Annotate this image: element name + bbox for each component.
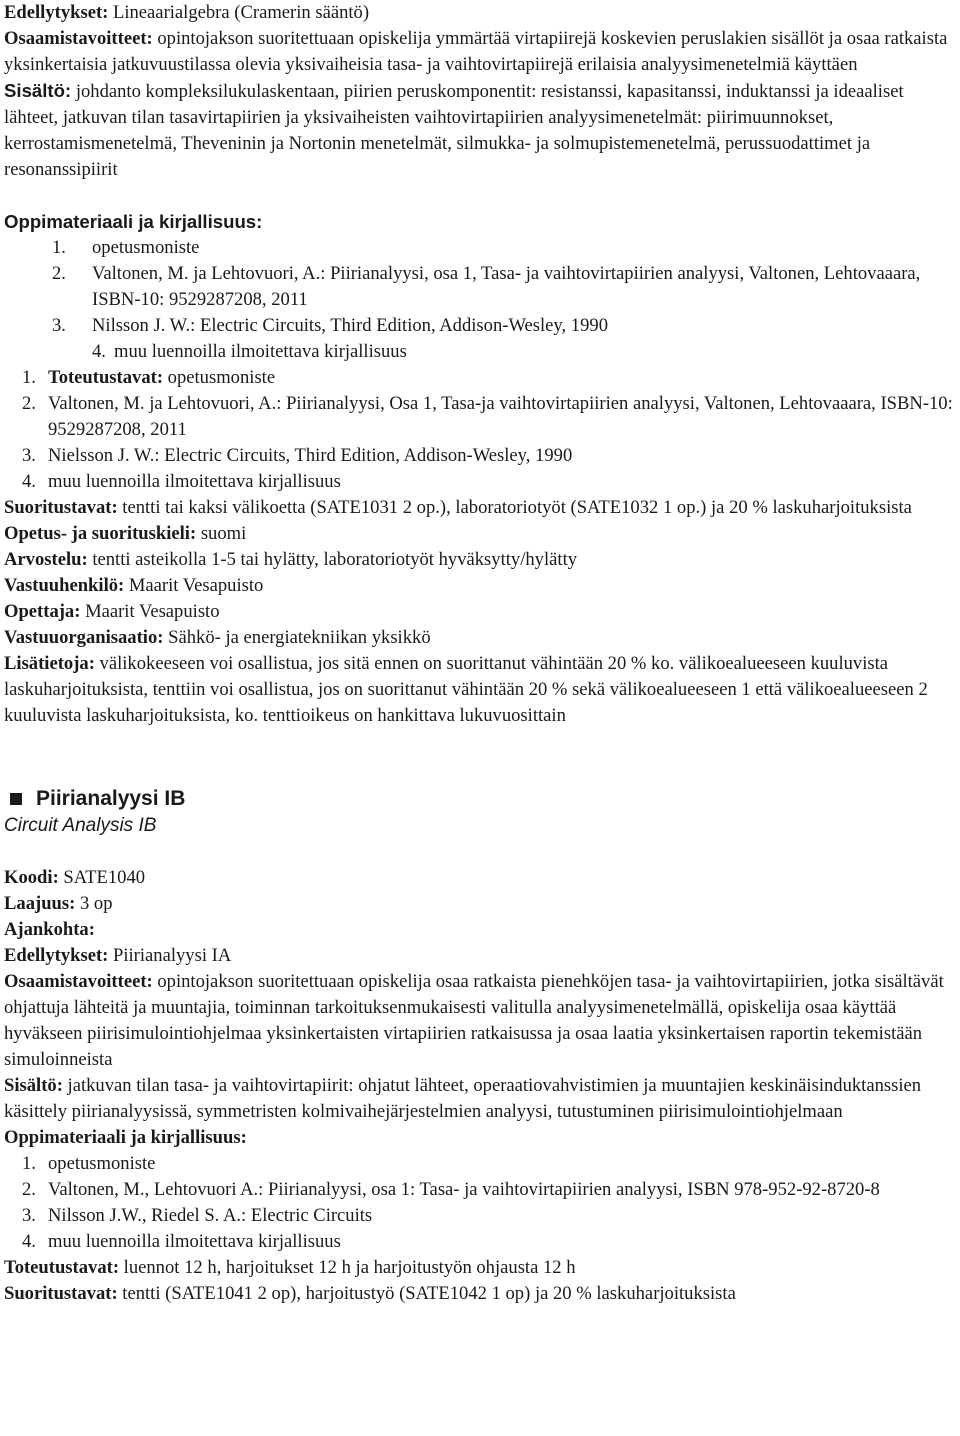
language: Opetus- ja suorituskieli: suomi — [4, 523, 247, 544]
learning-outcomes — [4, 26, 956, 78]
materials-heading: Oppimateriaali ja kirjallisuus: — [4, 1127, 247, 1148]
teacher: Opettaja: Maarit Vesapuisto — [4, 601, 220, 622]
list-item: 2. Valtonen, M. ja Lehtovuori, A.: Piirianalyysi, osa 1, Tasa- ja vaihtovirtapiirien analyysi, Valtonen, Lehtovaaara, ISBN-10: 9529287208, 2011 — [52, 263, 921, 310]
additional-info: Lisätietoja: välikokeeseen voi osallistua, jos sitä ennen on suorittanut vähintään 20 % ko. välikoealueeseen kuuluvista laskuharjoituksista, tenttiin voi osallistua, jos on suorittanut vähintään 20 % sekä välikoealueeseen 1 että välikoealueeseen 2 kuuluvista laskuharjoituksista, ko. tenttioikeus on hankittava lukuvuosittain — [4, 653, 928, 726]
list-item: 1. opetusmoniste — [52, 237, 200, 258]
learning-outcomes: Osaamistavoitteet: opintojakson suoritettuaan opiskelija osaa ratkaista pienehköjen tasa- ja vaihtovirtapiirien, jotka sisältävät ohjattuja lähteitä ja muuntajia, toiminnan tarkoituksenmukaisesti valitulla analyysimenetelmällä, opiskelija osaa käyttää hyväkseen piirisimulointiohjelmaa yksinkertaisten virtapiirien ratkaisussa ja osaa laatia yksinkertaisen raportin tekemistään simuloinneista — [4, 971, 944, 1070]
implementation-methods: Toteutustavat: luennot 12 h, harjoitukset 12 h ja harjoitustyön ohjausta 12 h — [4, 1257, 576, 1278]
field-label: Edellytykset: — [4, 2, 109, 23]
bullet-square-icon — [10, 793, 22, 805]
field-label: Sisältö: — [4, 80, 72, 101]
list-item: 3. Nilsson J.W., Riedel S. A.: Electric Circuits — [22, 1205, 373, 1226]
field-label: Osaamistavoitteet: — [4, 28, 153, 49]
list-item: 2. Valtonen, M. ja Lehtovuori, A.: Piirianalyysi, Osa 1, Tasa-ja vaihtovirtapiirien analyysi, Valtonen, Lehtovaaara, ISBN-10: 9529287208, 2011 — [22, 393, 953, 440]
grading: Arvostelu: tentti asteikolla 1-5 tai hylätty, laboratoriotyöt hyväksytty/hylätty — [4, 549, 578, 570]
responsible-person: Vastuuhenkilö: Maarit Vesapuisto — [4, 575, 264, 596]
prerequisites: Edellytykset: Piirianalyysi IA — [4, 945, 232, 966]
list-item: 3. Nilsson J. W.: Electric Circuits, Third Edition, Addison-Wesley, 1990 — [52, 315, 608, 336]
list-item: 1. opetusmoniste — [22, 1153, 156, 1174]
course-title: Piirianalyysi IB — [4, 785, 956, 813]
list-item: 4. muu luennoilla ilmoitettava kirjallisuus — [22, 1231, 341, 1252]
content: Sisältö: jatkuvan tilan tasa- ja vaihtovirtapiirit: ohjatut lähteet, operaatiovahvistimien ja muuntajien keskinäisinduktanssien käsittely piirianalyysissä, symmetristen kolmivaihejärjestelmien analyysi, tutustuminen piirisimulointiohjelmaan — [4, 1075, 922, 1122]
materials-list — [4, 235, 956, 365]
list-item: 2. Valtonen, M., Lehtovuori A.: Piirianalyysi, osa 1: Tasa- ja vaihtovirtapiirien analyysi, ISBN 978-952-92-8720-8 — [22, 1179, 880, 1200]
materials-list — [4, 1151, 956, 1255]
list-item: 4. muu luennoilla ilmoitettava kirjallisuus — [22, 471, 341, 492]
prerequisites — [4, 0, 956, 26]
course-subtitle: Circuit Analysis IB — [4, 815, 157, 836]
completion-methods: Suoritustavat: tentti tai kaksi välikoetta (SATE1031 2 op.), laboratoriotyöt (SATE1032 1 op.) ja 20 % laskuharjoituksista — [4, 497, 912, 518]
list-item: 4. muu luennoilla ilmoitettava kirjallisuus — [92, 341, 407, 362]
course-timing: Ajankohta: — [4, 919, 95, 940]
document-page — [4, 0, 956, 1307]
course-code: Koodi: SATE1040 — [4, 867, 146, 888]
field-value: opintojakson suoritettuaan opiskelija ymmärtää virtapiirejä koskevien peruslakien sisällöt ja osaa ratkaista yksinkertaisia jatkuvuustilassa olevia yksivaiheisia tasa- ja vaihtovirtapiirejä erilaisia analyysimenetelmiä käyttäen — [4, 28, 948, 75]
list-item: 3. Nielsson J. W.: Electric Circuits, Third Edition, Addison-Wesley, 1990 — [22, 445, 573, 466]
materials-heading: Oppimateriaali ja kirjallisuus: — [4, 211, 263, 232]
list-item: 1. Toteutustavat: opetusmoniste — [22, 367, 276, 388]
completion-methods: Suoritustavat: tentti (SATE1041 2 op), harjoitustyö (SATE1042 1 op) ja 20 % laskuharjoituksista — [4, 1283, 736, 1304]
field-value: Lineaarialgebra (Cramerin sääntö) — [112, 2, 370, 23]
content — [4, 78, 956, 183]
course-credits: Laajuus: 3 op — [4, 893, 113, 914]
implementation-list — [4, 365, 956, 495]
field-value: johdanto kompleksilukulaskentaan, piirien peruskomponentit: resistanssi, kapasitanssi, induktanssi ja ideaaliset lähteet, jatkuvan tilan tasavirtapiirien ja yksivaiheisten vaihtovirtapiirien analyysimenetelmät: piirimuunnokset, kerrostamismenetelmä, Theveninin ja Nortonin menetelmät, silmukka- ja solmupistemenetelmä, perussuodattimet ja resonanssipiirit — [4, 81, 904, 180]
responsible-organisation: Vastuuorganisaatio: Sähkö- ja energiatekniikan yksikkö — [4, 627, 431, 648]
